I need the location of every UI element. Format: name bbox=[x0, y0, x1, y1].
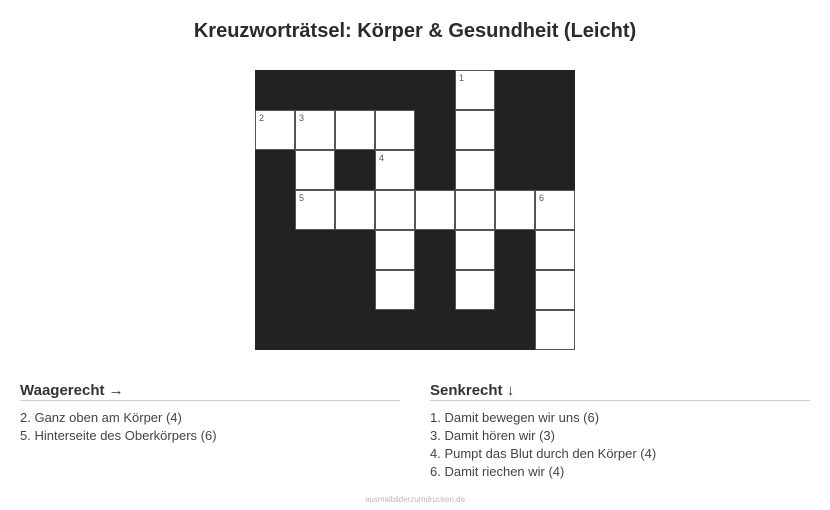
black-block bbox=[495, 70, 575, 190]
crossword-cell[interactable] bbox=[455, 230, 495, 270]
clue-number: 1 bbox=[459, 73, 465, 83]
crossword-cell[interactable] bbox=[295, 150, 335, 190]
crossword-cell[interactable] bbox=[455, 150, 495, 190]
clue-number: 6 bbox=[539, 193, 545, 203]
arrow-right-icon: → bbox=[108, 382, 124, 399]
crossword-cell[interactable] bbox=[375, 230, 415, 270]
crossword-cell[interactable] bbox=[535, 190, 575, 230]
crossword-cell[interactable] bbox=[375, 110, 415, 150]
crossword-cell[interactable] bbox=[375, 150, 415, 190]
down-clues bbox=[430, 382, 810, 481]
clue-item: 4. Pumpt das Blut durch den Körper (4) bbox=[430, 446, 657, 461]
across-clues bbox=[20, 382, 400, 445]
clue-item: 5. Hinterseite des Oberkörpers (6) bbox=[20, 428, 217, 443]
crossword-cell[interactable] bbox=[295, 190, 335, 230]
crossword-cell[interactable] bbox=[415, 190, 455, 230]
clue-item: 2. Ganz oben am Körper (4) bbox=[20, 410, 182, 425]
crossword-cell[interactable] bbox=[295, 110, 335, 150]
clue-item: 1. Damit bewegen wir uns (6) bbox=[430, 410, 600, 425]
crossword-cell[interactable] bbox=[535, 230, 575, 270]
clue-item: 6. Damit riechen wir (4) bbox=[430, 464, 565, 479]
crossword-cell[interactable] bbox=[455, 190, 495, 230]
crossword-cell[interactable] bbox=[535, 270, 575, 310]
clue-number: 5 bbox=[299, 193, 305, 203]
crossword-cell[interactable] bbox=[455, 70, 495, 110]
clue-number: 2 bbox=[259, 113, 265, 123]
clue-item: 3. Damit hören wir (3) bbox=[430, 428, 555, 443]
clue-number: 3 bbox=[299, 113, 305, 123]
black-block bbox=[335, 150, 375, 190]
black-block bbox=[415, 110, 455, 190]
crossword-cell[interactable] bbox=[535, 310, 575, 350]
black-block bbox=[295, 230, 535, 350]
crossword-cell[interactable] bbox=[495, 190, 535, 230]
down-heading: Senkrecht ↓ bbox=[430, 382, 810, 401]
crossword-grid bbox=[255, 70, 575, 350]
across-list bbox=[20, 409, 400, 445]
black-block bbox=[255, 150, 295, 350]
across-heading: Waagerecht → bbox=[20, 382, 400, 401]
crossword-cell[interactable] bbox=[375, 190, 415, 230]
crossword-cell[interactable] bbox=[255, 110, 295, 150]
crossword-cell[interactable] bbox=[335, 110, 375, 150]
arrow-down-icon: ↓ bbox=[506, 382, 515, 399]
crossword-cell[interactable] bbox=[455, 270, 495, 310]
page-title: Kreuzworträtsel: Körper & Gesundheit (Leicht) bbox=[193, 20, 637, 42]
down-list bbox=[430, 409, 810, 481]
crossword-cell[interactable] bbox=[335, 190, 375, 230]
crossword-cell[interactable] bbox=[375, 270, 415, 310]
crossword-cell[interactable] bbox=[455, 110, 495, 150]
black-block bbox=[255, 70, 455, 110]
clue-number: 4 bbox=[379, 153, 385, 163]
footer-credit: ausmalbilderzumdrucken.de bbox=[364, 495, 466, 504]
